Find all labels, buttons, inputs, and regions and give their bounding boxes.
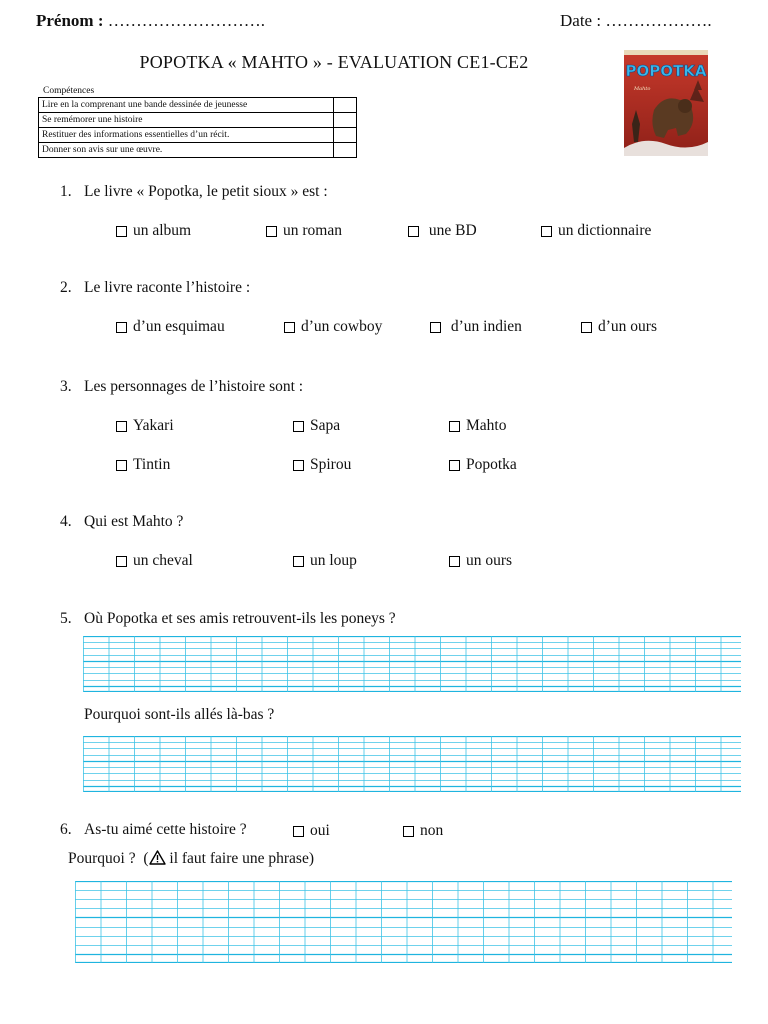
checkbox[interactable]: [116, 421, 127, 432]
cover-subtitle: Mahto: [634, 86, 651, 92]
table-row: [39, 113, 357, 128]
table-row: [39, 98, 357, 113]
question-2: [60, 279, 250, 297]
checkbox[interactable]: [449, 556, 460, 567]
option-label: un album: [133, 222, 192, 239]
option-label: Yakari: [133, 417, 174, 434]
table-row: [39, 128, 357, 143]
page-title: POPOTKA « MAHTO » - EVALUATION CE1-CE2: [139, 52, 529, 72]
question-text: Les personnages de l’histoire sont :: [84, 378, 304, 395]
option-label: d’un ours: [598, 318, 657, 335]
option-label: Popotka: [466, 456, 517, 473]
option-label: un ours: [466, 552, 513, 569]
checkbox[interactable]: [284, 322, 295, 333]
followup-text-after: il faut faire une phrase): [165, 850, 314, 867]
option-cowboy[interactable]: [284, 318, 382, 336]
writing-grid-q5b[interactable]: [83, 736, 741, 792]
checkbox[interactable]: [449, 421, 460, 432]
question-text: As-tu aimé cette histoire ?: [84, 821, 247, 838]
writing-grid-q6[interactable]: [75, 881, 732, 963]
checkbox[interactable]: [403, 826, 414, 837]
question-text: Le livre « Popotka, le petit sioux » est :: [84, 183, 328, 200]
option-label: un cheval: [133, 552, 193, 569]
question-1: [60, 183, 328, 201]
option-oui[interactable]: [293, 822, 330, 840]
competence-check-cell[interactable]: [334, 143, 357, 158]
option-label: Sapa: [310, 417, 341, 434]
checkbox[interactable]: [266, 226, 277, 237]
option-label: un dictionnaire: [558, 222, 652, 239]
checkbox[interactable]: [293, 460, 304, 471]
checkbox[interactable]: [430, 322, 441, 333]
competence-check-cell[interactable]: [334, 113, 357, 128]
date-label: Date :: [560, 11, 602, 30]
competence-text: Donner son avis sur une œuvre.: [39, 143, 334, 158]
option-label: un loup: [310, 552, 357, 569]
warning-icon: [149, 850, 166, 870]
option-non[interactable]: [403, 822, 443, 840]
option-sapa[interactable]: [293, 417, 340, 435]
option-une-bd[interactable]: [408, 222, 477, 240]
competence-text: Restituer des informations essentielles d’un récit.: [39, 128, 334, 143]
question-text: Où Popotka et ses amis retrouvent-ils les poneys ?: [84, 610, 396, 627]
option-label: Mahto: [466, 417, 507, 434]
date-field: [560, 11, 712, 31]
option-popotka[interactable]: [449, 456, 517, 474]
competence-check-cell[interactable]: [334, 98, 357, 113]
checkbox[interactable]: [116, 556, 127, 567]
option-spirou[interactable]: [293, 456, 351, 474]
question-5-followup: Pourquoi sont-ils allés là-bas ?: [84, 706, 275, 723]
prenom-dots: ……………………….: [107, 11, 266, 30]
competences-table: [38, 97, 357, 158]
question-4: [60, 513, 183, 531]
option-label: une BD: [425, 222, 477, 239]
question-number: 4.: [60, 513, 72, 530]
checkbox[interactable]: [293, 556, 304, 567]
option-ours[interactable]: [581, 318, 657, 336]
option-indien[interactable]: [430, 318, 522, 336]
cover-logo: POPOTKA: [625, 62, 707, 80]
option-mahto[interactable]: [449, 417, 506, 435]
question-3: [60, 378, 303, 396]
checkbox[interactable]: [116, 460, 127, 471]
question-5: [60, 610, 396, 628]
option-tintin[interactable]: [116, 456, 170, 474]
option-yakari[interactable]: [116, 417, 174, 435]
competence-text: Lire en la comprenant une bande dessinée de jeunesse: [39, 98, 334, 113]
table-row: [39, 143, 357, 158]
checkbox[interactable]: [116, 226, 127, 237]
option-un-roman[interactable]: [266, 222, 342, 240]
checkbox[interactable]: [408, 226, 419, 237]
option-loup[interactable]: [293, 552, 357, 570]
option-label: d’un cowboy: [301, 318, 383, 335]
option-un-album[interactable]: [116, 222, 191, 240]
question-number: 2.: [60, 279, 72, 296]
option-label: oui: [310, 822, 330, 839]
option-label: Tintin: [133, 456, 171, 473]
question-number: 3.: [60, 378, 72, 395]
option-label: d’un indien: [447, 318, 522, 335]
question-number: 6.: [60, 821, 72, 838]
option-label: non: [420, 822, 444, 839]
question-6: [60, 821, 247, 839]
option-label: d’un esquimau: [133, 318, 225, 335]
checkbox[interactable]: [293, 421, 304, 432]
checkbox[interactable]: [293, 826, 304, 837]
followup-text-before: Pourquoi ? (: [68, 850, 149, 867]
checkbox[interactable]: [449, 460, 460, 471]
option-un-dictionnaire[interactable]: [541, 222, 651, 240]
competence-check-cell[interactable]: [334, 128, 357, 143]
writing-grid-q5a[interactable]: [83, 636, 741, 692]
option-esquimau[interactable]: [116, 318, 225, 336]
checkbox[interactable]: [581, 322, 592, 333]
option-label: Spirou: [310, 456, 352, 473]
question-text: Qui est Mahto ?: [84, 513, 184, 530]
checkbox[interactable]: [541, 226, 552, 237]
checkbox[interactable]: [116, 322, 127, 333]
name-field: [36, 11, 265, 31]
option-ours-mahto[interactable]: [449, 552, 512, 570]
question-6-followup: [68, 850, 314, 870]
option-cheval[interactable]: [116, 552, 193, 570]
prenom-label: Prénom :: [36, 11, 104, 30]
question-number: 1.: [60, 183, 72, 200]
question-text: Le livre raconte l’histoire :: [84, 279, 251, 296]
competence-text: Se remémorer une histoire: [39, 113, 334, 128]
question-number: 5.: [60, 610, 72, 627]
date-dots: ……………….: [605, 11, 712, 30]
book-cover-image: [624, 50, 708, 156]
option-label: un roman: [283, 222, 342, 239]
competences-label: Compétences: [43, 86, 95, 96]
